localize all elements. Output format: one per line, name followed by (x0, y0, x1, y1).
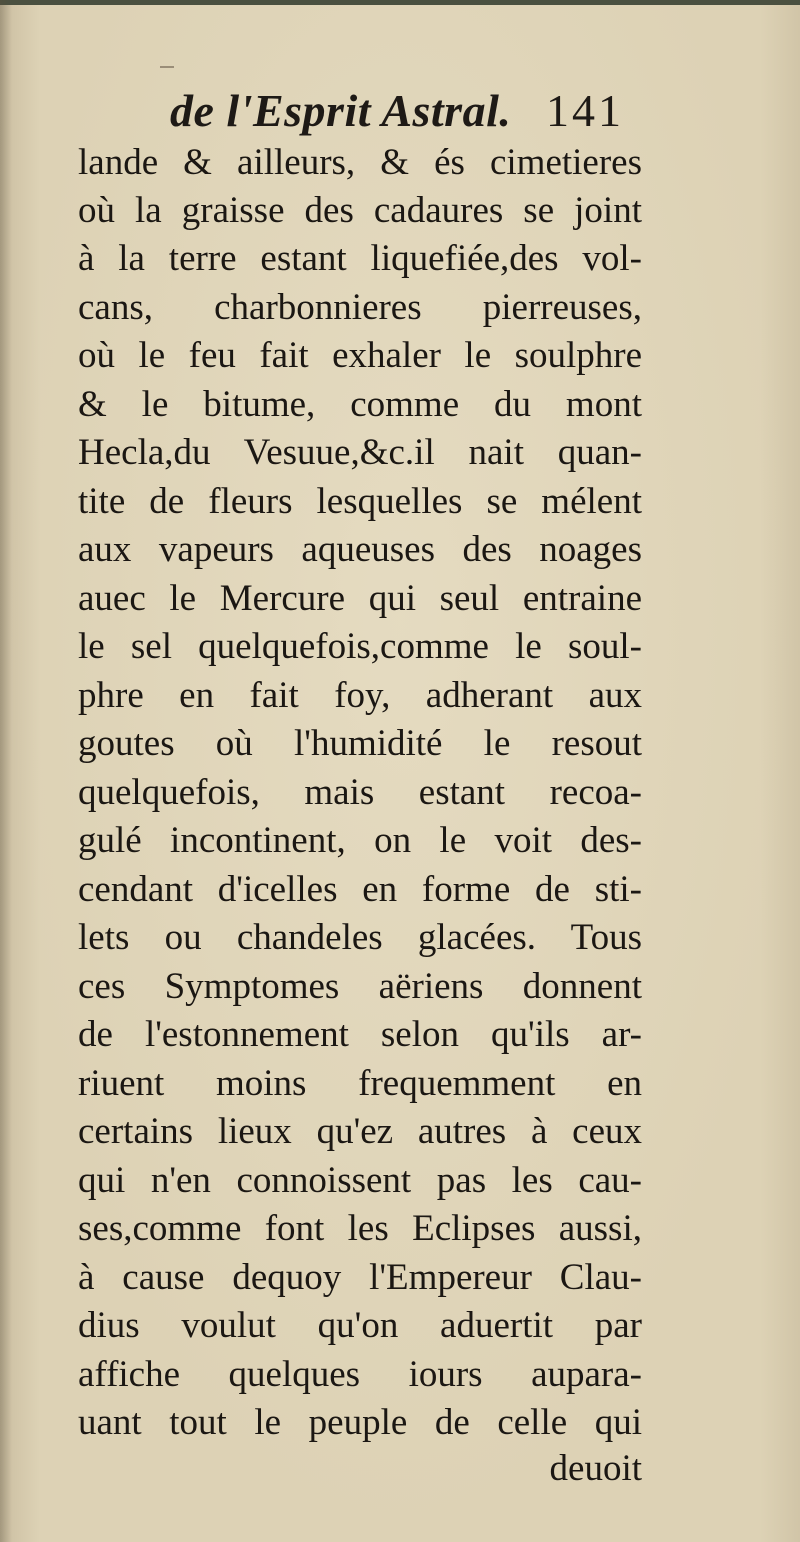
text-line: gulé incontinent, on le voit des- (78, 820, 642, 861)
text-line: où la graisse des cadaures se joint (78, 190, 642, 231)
text-line: tite de fleurs lesquelles se mélent (78, 481, 642, 522)
text-line: goutes où l'humidité le resout (78, 723, 642, 764)
text-line: quelquefois, mais estant recoa- (78, 772, 642, 813)
text-line: où le feu fait exhaler le soulphre (78, 335, 642, 376)
running-head-title: de l'Esprit Astral. (170, 85, 512, 136)
text-line: uant tout le peuple de celle qui (78, 1402, 642, 1443)
text-line: ces Symptomes aëriens donnent (78, 966, 642, 1007)
text-line: aux vapeurs aqueuses des noages (78, 529, 642, 570)
catchword: deuoit (549, 1448, 642, 1489)
text-line: riuent moins frequemment en (78, 1063, 642, 1104)
text-line: auec le Mercure qui seul entraine (78, 578, 642, 619)
text-line: phre en fait foy, adherant aux (78, 675, 642, 716)
text-line: ses,comme font les Eclipses aussi, (78, 1208, 642, 1249)
text-line: lets ou chandeles glacées. Tous (78, 917, 642, 958)
page-top-edge (0, 0, 800, 5)
text-line: le sel quelquefois,comme le soul- (78, 626, 642, 667)
text-line: & le bitume, comme du mont (78, 384, 642, 425)
text-line: à cause dequoy l'Empereur Clau- (78, 1257, 642, 1298)
text-line: lande & ailleurs, & és cimetieres (78, 142, 642, 183)
running-head (170, 84, 630, 144)
text-line: certains lieux qu'ez autres à ceux (78, 1111, 642, 1152)
text-line: Hecla,du Vesuue,&c.il nait quan- (78, 432, 642, 473)
text-line: à la terre estant liquefiée,des vol- (78, 238, 642, 279)
text-line: affiche quelques iours aupara- (78, 1354, 642, 1395)
binding-shadow (0, 0, 12, 1542)
text-line: cans, charbonnieres pierreuses, (78, 287, 642, 328)
text-line: dius voulut qu'on aduertit par (78, 1305, 642, 1346)
page-number: 141 (546, 85, 624, 136)
text-line: qui n'en connoissent pas les cau- (78, 1160, 642, 1201)
page-mark (160, 66, 174, 68)
text-line: de l'estonnement selon qu'ils ar- (78, 1014, 642, 1055)
text-line: cendant d'icelles en forme de sti- (78, 869, 642, 910)
